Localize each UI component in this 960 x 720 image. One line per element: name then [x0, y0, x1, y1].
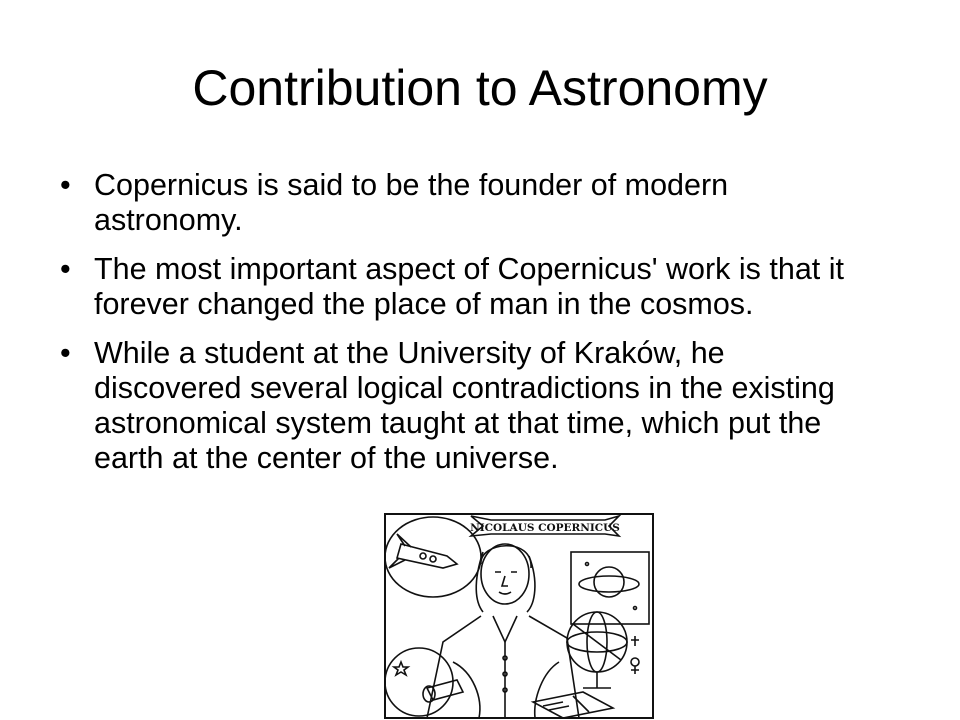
star-icon [394, 662, 408, 675]
copernicus-illustration [383, 512, 655, 720]
slide-title: Contribution to Astronomy [192, 60, 768, 116]
bullet-item [58, 336, 848, 476]
bullet-text: While a student at the University of Kraków, he discovered several logical contradictions in the existing astronomical system taught at that time, which put the earth at the center of the universe. [94, 336, 835, 475]
bullet-dot: • [60, 336, 71, 370]
bullet-item [58, 168, 848, 238]
planet-icon [579, 563, 639, 610]
rocket-icon [389, 534, 457, 568]
bullet-dot: • [60, 252, 71, 286]
bullet-text: The most important aspect of Copernicus' work is that it forever changed the place of man in the cosmos. [94, 252, 844, 321]
bullet-item [58, 252, 848, 322]
illustration-caption: NICOLAUS COPERNICUS [470, 522, 620, 534]
book-icon [533, 692, 613, 718]
portrait-shoulder-left [427, 616, 481, 718]
bullet-list [58, 168, 848, 490]
copernicus-drawing [383, 512, 655, 720]
portrait-shoulder-right [529, 616, 579, 718]
rocket-bubble [385, 517, 481, 597]
portrait-head [481, 544, 529, 604]
bullet-text: Copernicus is said to be the founder of modern astronomy. [94, 168, 729, 237]
bullet-dot: • [60, 168, 71, 202]
